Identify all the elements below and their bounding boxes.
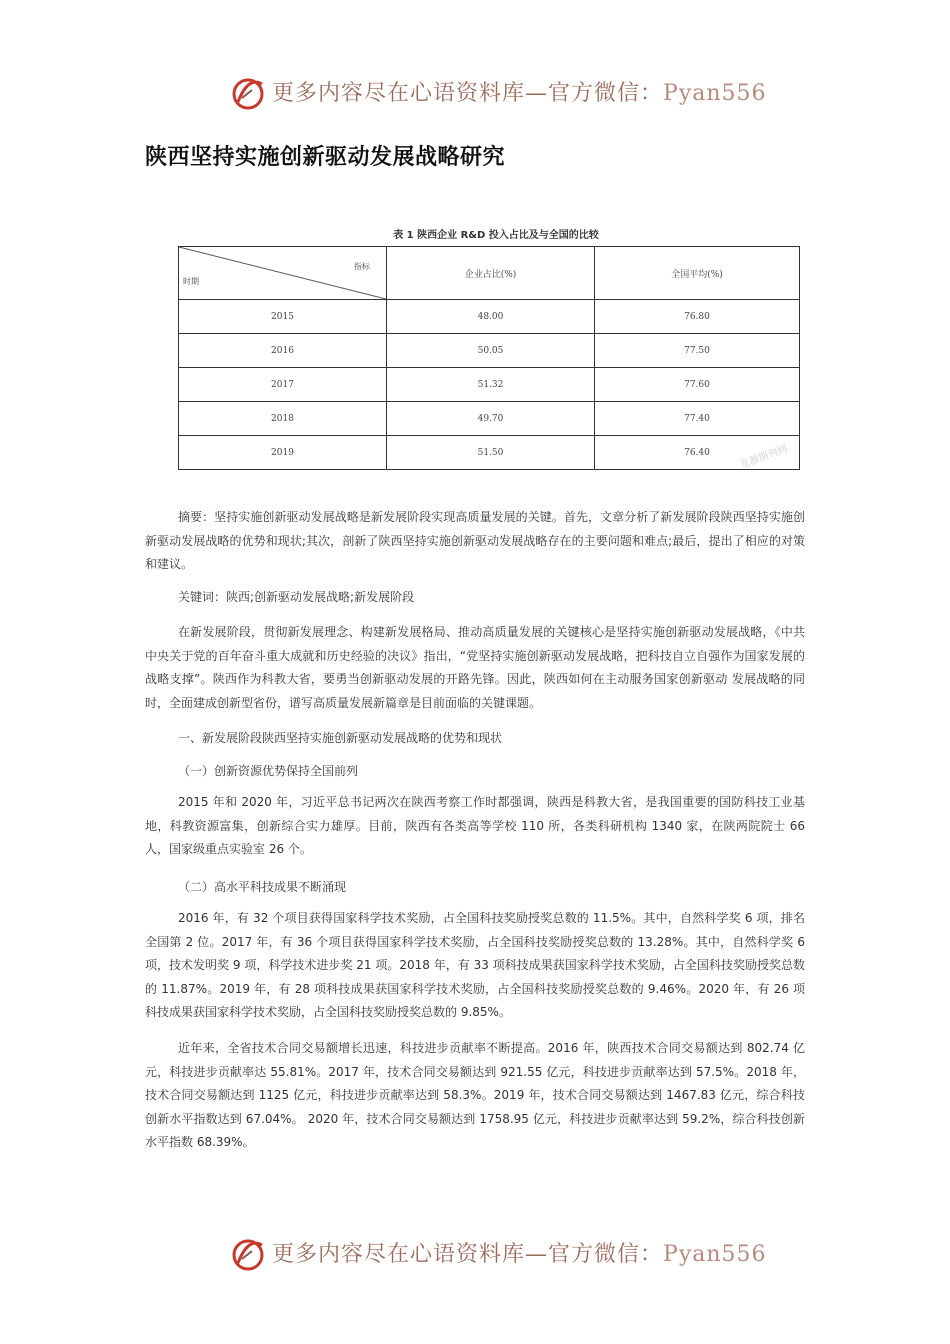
subsection-2-heading: （二）高水平科技成果不断涌现 (178, 880, 347, 894)
page-title: 陕西坚持实施创新驱动发展战略研究 (145, 145, 506, 170)
banner-wechat-id: Pyan556 (663, 1242, 767, 1267)
cell-national-average: 76.80 (595, 300, 800, 334)
header-enterprise-share: 企业占比(%) (387, 247, 595, 300)
table-row (179, 300, 800, 334)
cell-year: 2017 (179, 368, 387, 402)
banner-text: 更多内容尽在心语资料库—官方微信：Pyan556 (272, 1242, 767, 1267)
cell-national-average: 77.50 (595, 334, 800, 368)
cell-year: 2018 (179, 402, 387, 436)
cell-enterprise-share: 51.32 (387, 368, 595, 402)
corner-label-indicator: 指标 (354, 262, 370, 271)
subsection-1-heading: （一）创新资源优势保持全国前列 (178, 764, 359, 778)
rd-table-block (178, 226, 800, 472)
corner-label-period: 时期 (183, 277, 199, 286)
cell-national-average: 76.40 (595, 436, 800, 470)
table-watermark: 龙源期刊网 (738, 443, 790, 472)
bottom-banner (0, 1231, 950, 1281)
keywords-paragraph: 关键词：陕西;创新驱动发展战略;新发展阶段 (178, 590, 415, 604)
cell-year: 2016 (179, 334, 387, 368)
brand-logo-icon (228, 1233, 268, 1273)
paragraph-innovation-resources: 2015 年和 2020 年，习近平总书记两次在陕西考察工作时都强调，陕西是科教大省，是我国重要的国防科技工业基地，科教资源富集，创新综合实力雄厚。目前，陕西有各类高等学校 110 所，各类科研机构 1340 家，在陕两院院士 66 人，国家级重点实验室 26 个。 (145, 795, 805, 856)
table-row (179, 334, 800, 368)
banner-wechat-id: Pyan556 (663, 81, 767, 106)
cell-enterprise-share: 49.70 (387, 402, 595, 436)
cell-national-average: 77.60 (595, 368, 800, 402)
cell-year: 2015 (179, 300, 387, 334)
section-1-heading: 一、新发展阶段陕西坚持实施创新驱动发展战略的优势和现状 (178, 731, 503, 745)
paragraph-sci-tech-awards: 2016 年，有 32 个项目获得国家科学技术奖励，占全国科技奖励授奖总数的 11.5%。其中，自然科学奖 6 项，排名全国第 2 位。2017 年，有 36 个项目获得国家科学技术奖励，占全国科技奖励授奖总数的 13.28%。其中，自然科学奖 6 项，技术发明奖 9 项，科学技术进步奖 21 项。2018 年，有 33 项科技成果获国家科学技术奖励，占全国科技奖励授奖总数的 11.87%。2019 年，有 28 项科技成果获国家科学技术奖励，占全国科技奖励授奖总数的 9.46%。2020 年，有 26 项科技成果获国家科学技术奖励，占全国科技奖励授奖总数的 9.85%。 (145, 911, 805, 1019)
table-corner-cell (179, 247, 387, 300)
cell-year: 2019 (179, 436, 387, 470)
rd-table (178, 246, 800, 470)
cell-enterprise-share: 50.05 (387, 334, 595, 368)
cell-enterprise-share: 51.50 (387, 436, 595, 470)
abstract-paragraph: 摘要：坚持实施创新驱动发展战略是新发展阶段实现高质量发展的关键。首先，文章分析了新发展阶段陕西坚持实施创新驱动发展战略的优势和现状;其次，剖新了陕西坚持实施创新驱动发展战略存在的主要问题和难点;最后，提出了相应的对策和建议。 (145, 510, 805, 571)
top-banner (0, 70, 950, 120)
brand-logo-icon (228, 72, 268, 112)
banner-text: 更多内容尽在心语资料库—官方微信：Pyan556 (272, 81, 767, 106)
intro-paragraph: 在新发展阶段，贯彻新发展理念、构建新发展格局、推动高质量发展的关键核心是坚持实施创新驱动发展战略，《中共中央关于党的百年奋斗重大成就和历史经验的决议》指出，“党坚持实施创新驱动发展战略，把科技自立自强作为国家发展的战略支撑”。陕西作为科教大省，要勇当创新驱动发展的开路先锋。因此，陕西如何在主动服务国家创新驱动 发展战略的同时，全面建成创新型省份，谱写高质量发展新篇章是目前面临的关键课题。 (145, 625, 805, 710)
table-row (179, 436, 800, 470)
table-row (179, 402, 800, 436)
header-national-average: 全国平均(%) (595, 247, 800, 300)
cell-national-average: 77.40 (595, 402, 800, 436)
table-caption: 表 1 陕西企业 R&D 投入占比及与全国的比较 (393, 230, 599, 241)
table-row (179, 368, 800, 402)
diagonal-line (179, 247, 386, 299)
cell-enterprise-share: 48.00 (387, 300, 595, 334)
paragraph-tech-contracts: 近年来，全省技术合同交易额增长迅速，科技进步贡献率不断提高。2016 年，陕西技术合同交易额达到 802.74 亿元，科技进步贡献率达 55.81%。2017 年，技术合同交易额达到 921.55 亿元，科技进步贡献率达到 57.5%。2018 年，技术合同交易额达到 1125 亿元，科技进步贡献率达到 58.3%。2019 年，技术合同交易额达到 1467.83 亿元，综合科技创新水平指数达到 67.04%。 2020 年，技术合同交易额达到 1758.95 亿元，科技进步贡献率达到 59.2%，综合科技创新水平指数 68.39%。 (145, 1041, 805, 1149)
